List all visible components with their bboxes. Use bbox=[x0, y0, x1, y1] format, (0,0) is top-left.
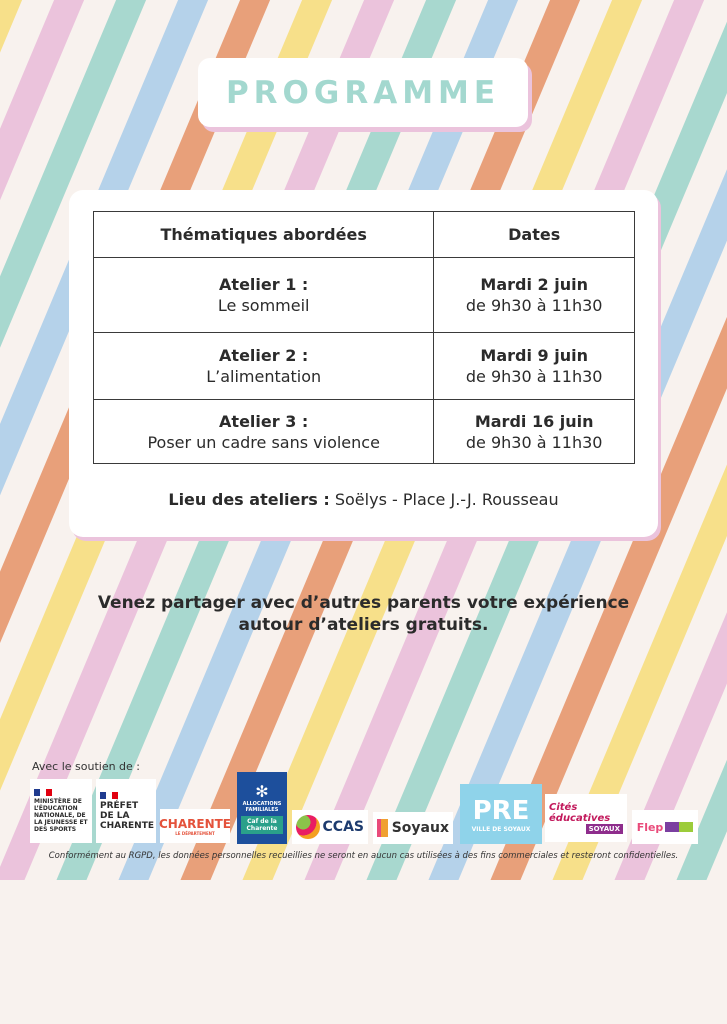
atelier-date: Mardi 2 juin bbox=[480, 275, 588, 294]
caf-logo: ✻ ALLOCATIONS FAMILIALES Caf de la Charente bbox=[237, 772, 287, 844]
page-title: PROGRAMME bbox=[225, 74, 501, 111]
atelier-date: Mardi 16 juin bbox=[474, 411, 594, 431]
prefet-logo: PRÉFET DE LA CHARENTE bbox=[96, 779, 156, 843]
cites-educatives-logo: Cités éducatives SOYAUX bbox=[545, 794, 627, 842]
atelier-theme: Le sommeil bbox=[217, 296, 310, 315]
partner-logos bbox=[30, 772, 700, 844]
people-icon: ✻ bbox=[255, 782, 269, 801]
program-table bbox=[93, 211, 635, 464]
bottom-blank bbox=[0, 880, 727, 1024]
french-flag-icon bbox=[34, 789, 52, 796]
flep-mark-icon bbox=[665, 822, 693, 832]
table-row bbox=[94, 333, 635, 400]
invitation-text bbox=[0, 592, 727, 636]
table-row bbox=[94, 400, 635, 464]
flep-logo: Flep bbox=[632, 810, 698, 844]
support-label: Avec le soutien de : bbox=[32, 760, 141, 773]
column-header: Dates bbox=[434, 212, 635, 258]
atelier-label: Atelier 3 : bbox=[219, 411, 309, 431]
atelier-label: Atelier 2 : bbox=[219, 346, 309, 365]
invitation-line: Venez partager avec d’autres parents votre expérience bbox=[97, 593, 630, 613]
ccas-logo: CCAS bbox=[292, 810, 368, 844]
french-flag-icon bbox=[100, 792, 118, 799]
atelier-label: Atelier 1 : bbox=[219, 275, 309, 294]
location-value: Soëlys - Place J.-J. Rousseau bbox=[334, 490, 559, 509]
charente-logo: CHARENTE LE DÉPARTEMENT bbox=[160, 809, 230, 843]
rgpd-notice: Conformément au RGPD, les données personnelles recueillies ne seront en aucun cas utilisées à des fins commerciales et resteront confidentielles. bbox=[48, 851, 679, 861]
atelier-time: de 9h30 à 11h30 bbox=[465, 296, 603, 315]
location bbox=[69, 490, 658, 509]
pre-logo: PRE VILLE DE SOYAUX bbox=[460, 784, 542, 844]
soyaux-logo: Soyaux bbox=[373, 812, 453, 844]
ccas-circles-icon bbox=[296, 815, 320, 839]
title-box bbox=[198, 58, 528, 127]
program-card bbox=[69, 190, 658, 537]
column-header: Thématiques abordées bbox=[94, 212, 434, 258]
atelier-theme: L’alimentation bbox=[206, 367, 322, 386]
atelier-time: de 9h30 à 11h30 bbox=[465, 432, 603, 452]
atelier-time: de 9h30 à 11h30 bbox=[465, 367, 603, 386]
location-label: Lieu des ateliers : bbox=[168, 490, 330, 509]
invitation-line: autour d’ateliers gratuits. bbox=[238, 615, 489, 635]
table-row bbox=[94, 258, 635, 333]
soyaux-mark-icon bbox=[377, 819, 388, 837]
atelier-theme: Poser un cadre sans violence bbox=[147, 432, 380, 452]
ministere-logo: MINISTÈRE DE L’ÉDUCATION NATIONALE, DE LA JEUNESSE ET DES SPORTS bbox=[30, 779, 92, 843]
table-header bbox=[94, 212, 635, 258]
atelier-date: Mardi 9 juin bbox=[480, 346, 588, 365]
